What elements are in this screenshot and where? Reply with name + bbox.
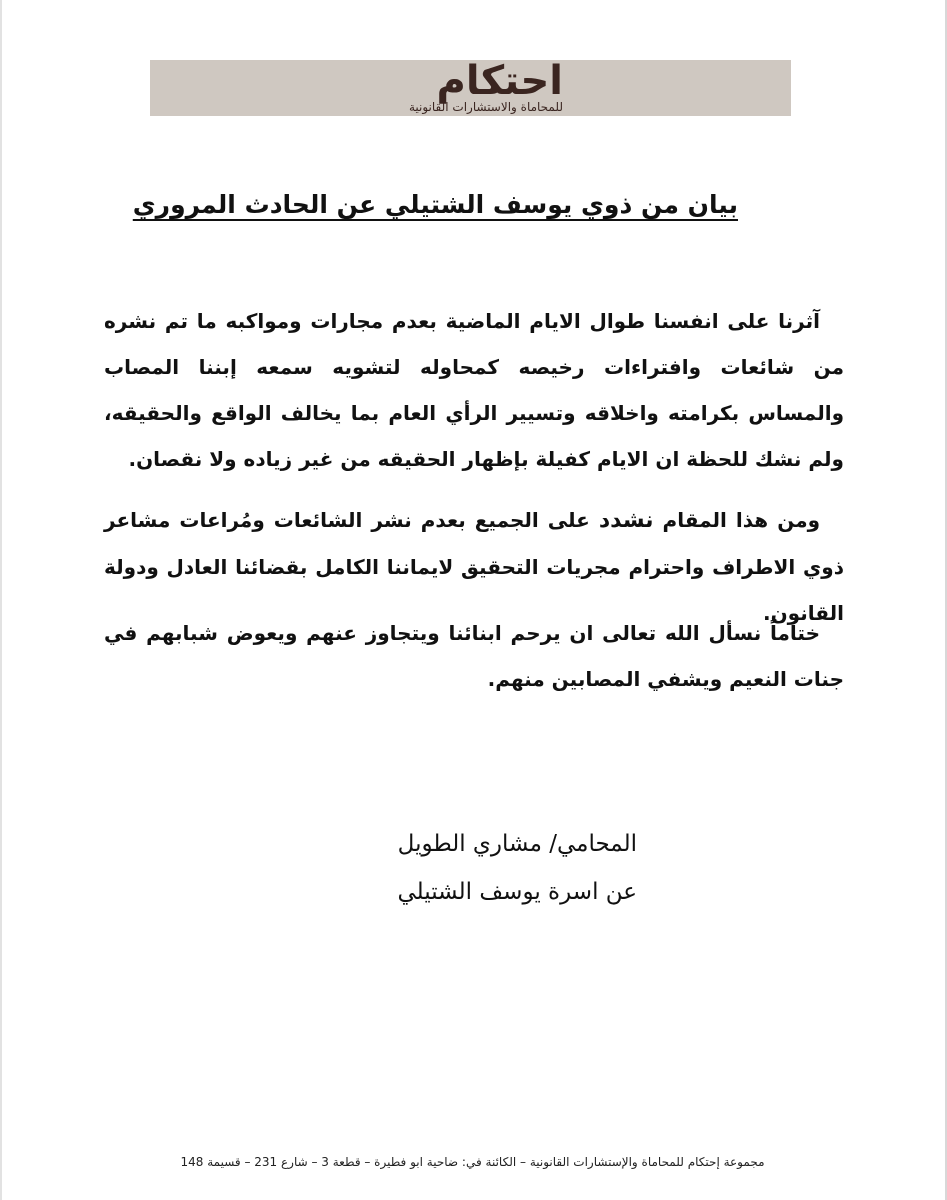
paragraph-2-end: على الجميع بعدم نشر الشائعات ومُراعات مشاعر ذوي الاطراف واحترام مجريات التحقيق لايماننا الكامل بقضائنا العادل ودولة القانون. [104, 508, 844, 625]
firm-logo [381, 58, 563, 114]
logo-wordmark: احتكام [436, 58, 563, 104]
letterhead-band [150, 60, 791, 116]
logo-tagline: للمحاماة والاستشارات القانونية [408, 100, 563, 114]
statement-title: بيان من ذوي يوسف الشتيلي عن الحادث المروري [132, 190, 738, 219]
footer-address: مجموعة إحتكام للمحاماة والإستشارات القانونية – الكائنة في: ضاحية ابو فطيرة – قطعة 3 – شارع 231 – قسيمة 148 [180, 1155, 765, 1169]
signature-lawyer: المحامي/ مشاري الطويل [397, 831, 637, 857]
paragraph-2-start: ومن هذا المقام [653, 508, 821, 532]
paragraph-1: آثرنا على انفسنا طوال الايام الماضية بعدم مجارات ومواكبه ما تم نشره من شائعات وافتراءات رخيصه كمحاوله لتشويه سمعه إبننا المصاب والمساس بكرامته واخلاقه وتسيير الرأي العام بما يخالف الواقع والحقيقه، ولم نشك للحظة ان الايام كفيلة بإظهار الحقيقه من غير زياده ولا نقصان. [104, 309, 844, 471]
signature-block [397, 820, 637, 916]
paragraph-2-emphasis: نشدد [598, 508, 654, 533]
signature-family: عن اسرة يوسف الشتيلي [397, 879, 637, 905]
paragraph-3: ختاماً نسأل الله تعالى ان يرحم ابنائنا ويتجاوز عنهم ويعوض شبابهم في جنات النعيم ويشفي المصابين منهم. [104, 621, 844, 691]
